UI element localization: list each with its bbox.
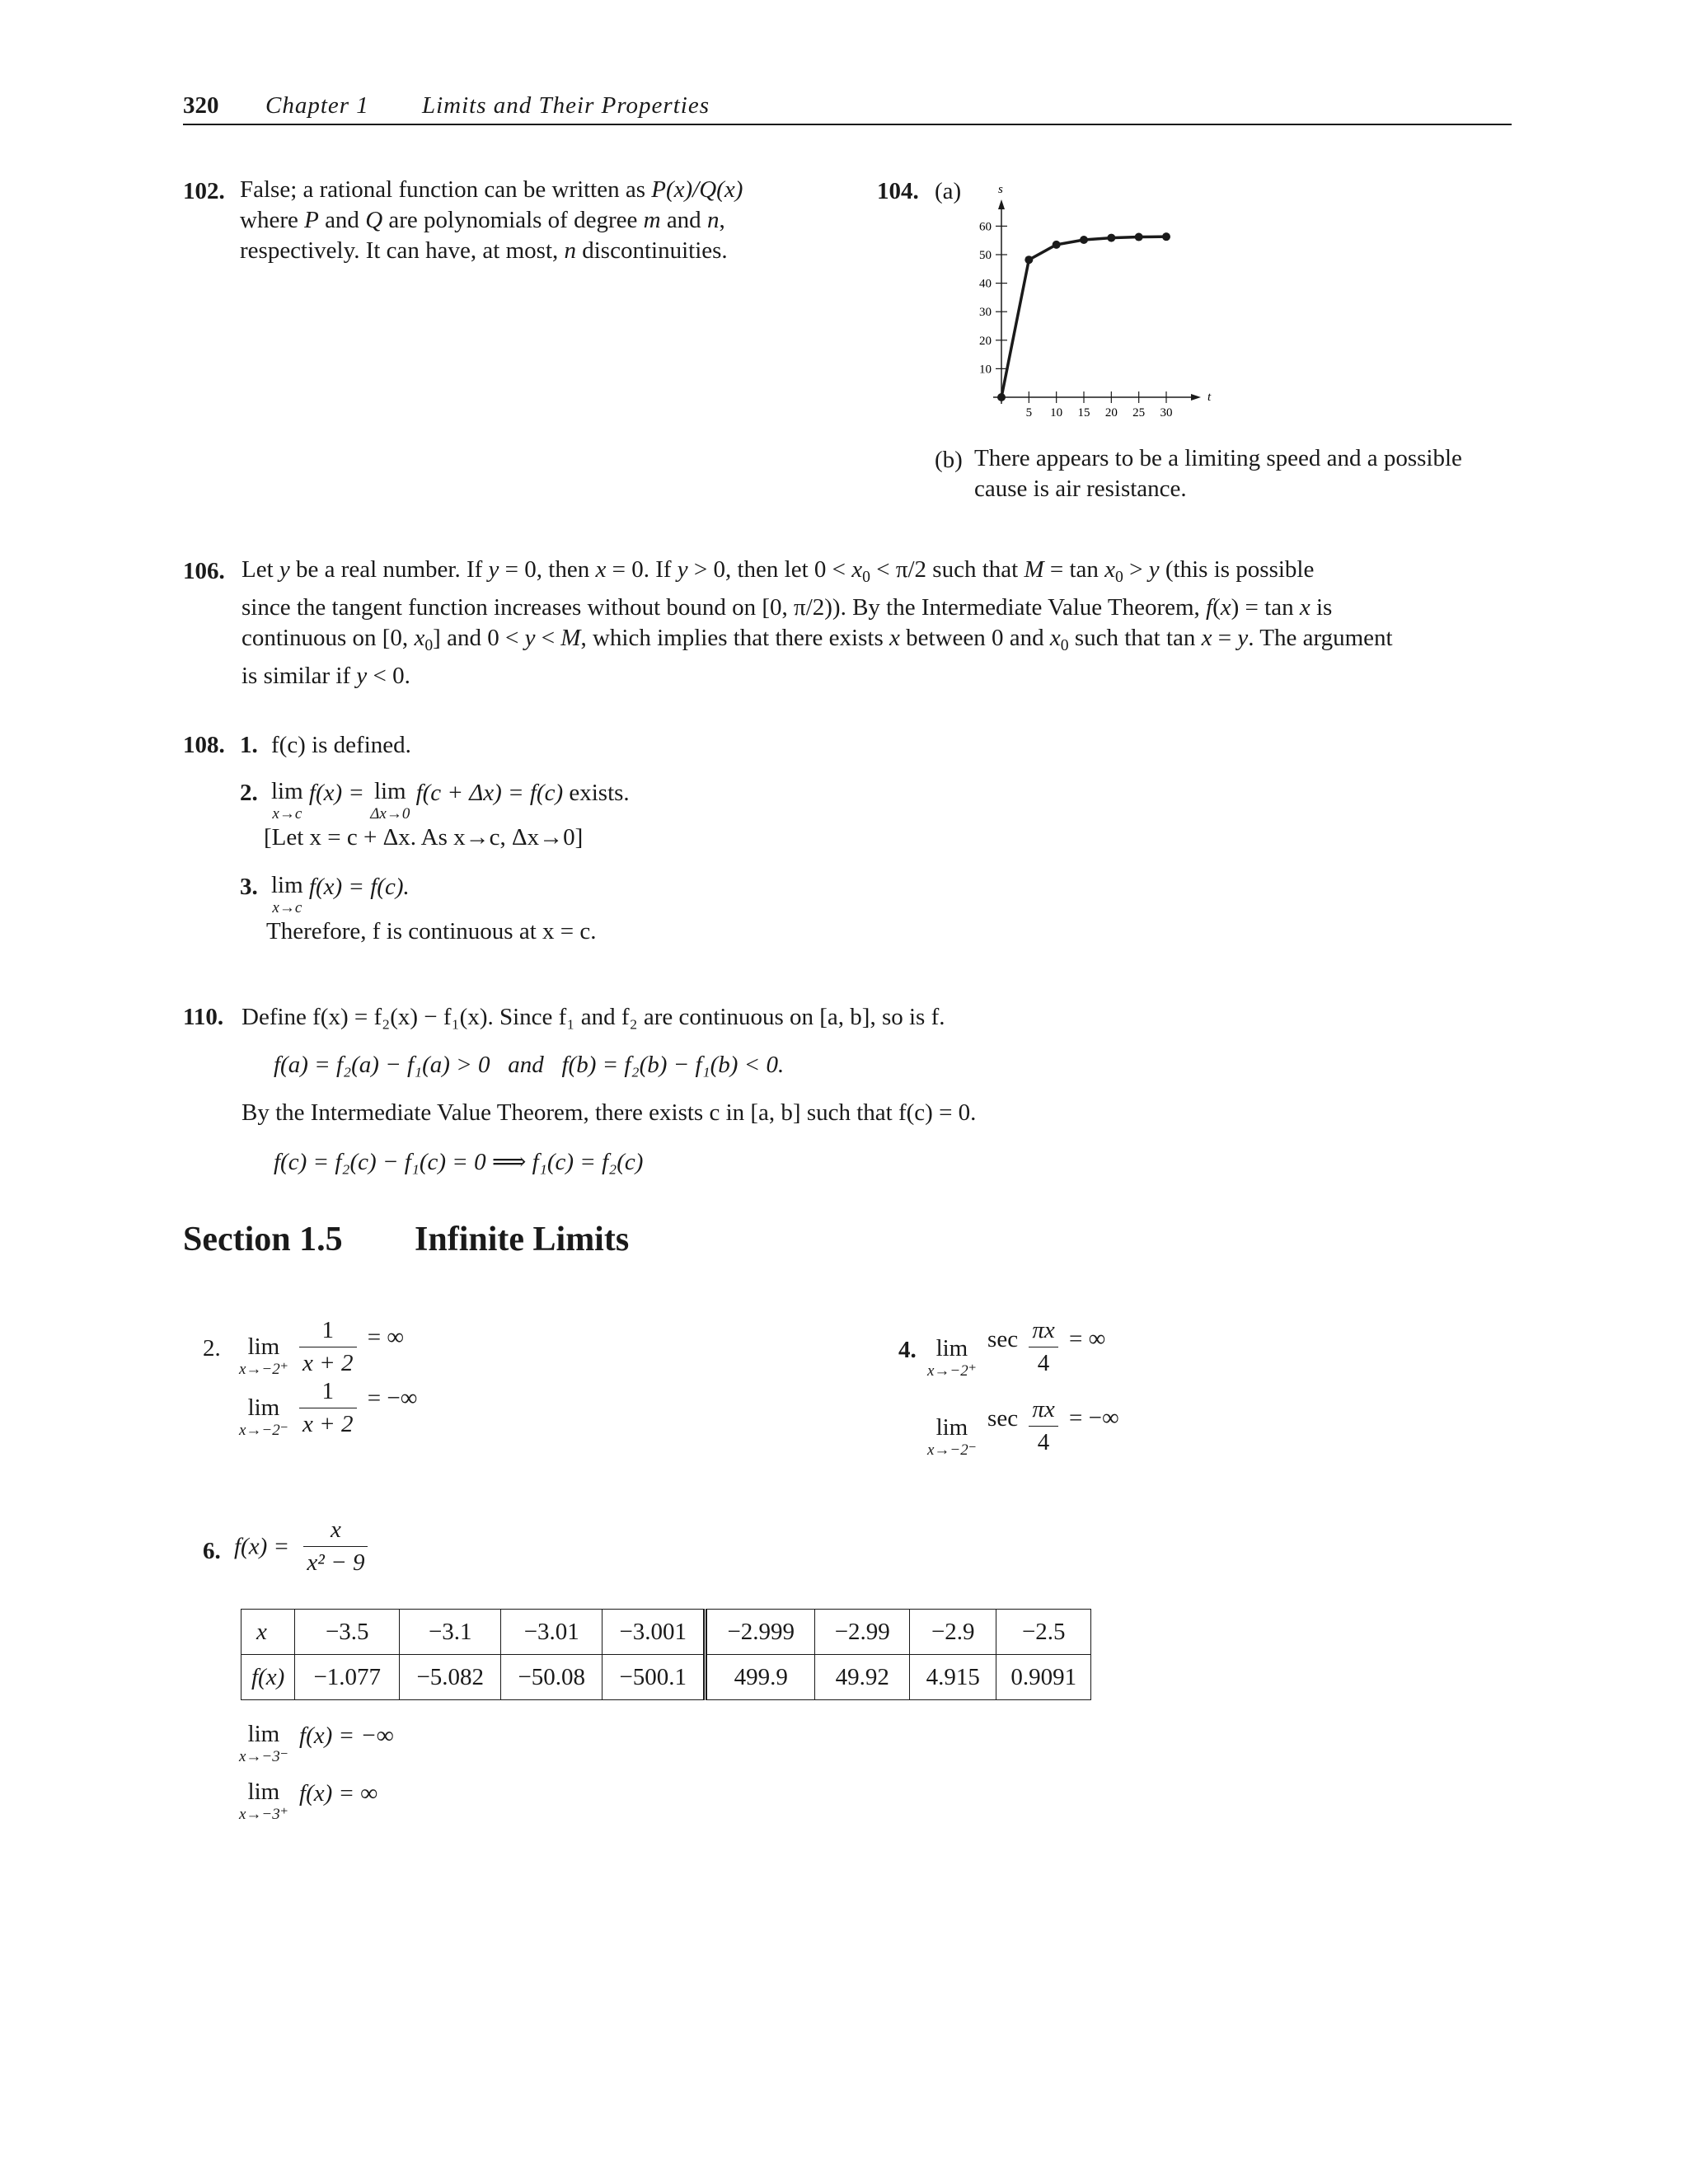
x-axis-arrow [1191, 394, 1201, 401]
x-tick-label: 30 [1160, 406, 1173, 419]
problem-106-segment: y [356, 662, 368, 689]
problem-110-line-1: Define f(x) = f₂(x) − f₁(x). Since f₁ and f₂ are continuous on [a, b], so is f. [241, 1004, 945, 1030]
problem-6-limit-left: lim x→−3⁻ f(x) = −∞ [239, 1721, 394, 1765]
data-point [1053, 241, 1061, 249]
problem-106-segment: ] and 0 < [433, 624, 525, 651]
problem-106-segment: between 0 and [899, 624, 1050, 651]
problem-2-limit-left: lim x→−2⁻ $\frac{1}{x + 2}$ = −∞ [239, 1378, 418, 1439]
step-1-number: 1. [240, 732, 258, 758]
problem-110-line-3: By the Intermediate Value Theorem, there exists c in [a, b] such that f(c) = 0. [241, 1099, 977, 1126]
problem-106-segment: 0 [1060, 635, 1069, 654]
table-row-fx [241, 1655, 1091, 1700]
problem-104-part-b: (b) [935, 447, 963, 473]
problem-106-segment: = [1212, 624, 1238, 651]
problem-106-segment: is similar if [241, 662, 357, 689]
x-tick-label: 5 [1025, 406, 1033, 419]
step-3-conclusion: Therefore, f is continuous at x = c. [266, 918, 597, 944]
chapter-label: Chapter 1 [265, 92, 369, 119]
problem-106-segment: ) = tan [1231, 593, 1300, 621]
table-header-fx: f(x) [241, 1655, 295, 1700]
section-title: Infinite Limits [415, 1221, 630, 1258]
table-cell: 0.9091 [996, 1655, 1091, 1700]
table-cell: −50.08 [501, 1655, 603, 1700]
problem-106-segment: since the tangent function increases without bound on [0, π/2)). By the Intermediate Value Theorem, [241, 593, 1207, 621]
problem-106-segment: y [488, 556, 499, 583]
problem-106-segment: y [279, 556, 290, 583]
header-rule [183, 124, 1512, 125]
problem-106-segment: < [535, 624, 561, 651]
problem-104-b-text: There appears to be a limiting speed and a possible cause is air resistance. [974, 445, 1462, 502]
problem-106-segment: x [851, 556, 863, 583]
problem-110-line-2: f(a) = f₂(a) − f₁(a) > 0 and f(b) = f₂(b) − f₁(b) < 0. [274, 1052, 785, 1078]
data-point [1162, 232, 1170, 241]
data-point [1107, 234, 1115, 242]
values-table-container [241, 1609, 1091, 1700]
table-row-x [241, 1610, 1091, 1655]
problem-106-segment: M [1024, 556, 1044, 583]
data-point [1135, 233, 1143, 241]
table-cell: 49.92 [815, 1655, 910, 1700]
problem-106-segment: such that tan [1068, 624, 1202, 651]
problem-102-text: False; a rational function can be written as P(x)/Q(x) where P and Q are polynomials of degree m and n, respectively. It can have, at most, n discontinuities. [240, 176, 743, 264]
speed-time-chart [956, 177, 1220, 424]
problem-106-segment: M [560, 624, 581, 651]
problem-106-segment: x [889, 624, 900, 651]
problem-106-segment: be a real number. If [289, 556, 489, 583]
problem-106-segment: > [1123, 556, 1149, 583]
problem-106-segment: < π/2 such that [870, 556, 1025, 583]
table-cell: −500.1 [603, 1655, 706, 1700]
y-tick-label: 10 [979, 363, 992, 377]
values-table [241, 1609, 1091, 1700]
chapter-title: Limits and Their Properties [422, 92, 710, 119]
table-header-x: x [241, 1610, 295, 1655]
problem-2-number: 2. [203, 1335, 221, 1361]
section-number: Section 1.5 [183, 1221, 343, 1258]
problem-106-segment: y [1237, 624, 1249, 651]
data-point [1080, 236, 1088, 244]
problem-106-segment: (this is possible [1159, 556, 1315, 583]
table-cell: −3.01 [501, 1610, 603, 1655]
problem-106-text [241, 555, 1527, 691]
y-tick-label: 20 [979, 334, 992, 348]
problem-106-segment: 0 [424, 635, 434, 654]
problem-2-limit-right: lim x→−2⁺ $\frac{1}{x + 2}$ = ∞ [239, 1317, 405, 1378]
y-tick-label: 30 [979, 306, 992, 320]
table-cell: −2.9 [910, 1610, 996, 1655]
problem-106-segment: = 0. If [606, 556, 678, 583]
problem-108-number: 108. [183, 732, 225, 758]
problem-102-number: 102. [183, 178, 225, 204]
table-cell: −3.001 [603, 1610, 706, 1655]
table-cell: −2.5 [996, 1610, 1091, 1655]
step-3-number: 3. [240, 874, 258, 900]
step-2-expression: lim x→c f(x) = lim Δx→0 f(c + Δx) = f(c) exists. [271, 778, 630, 823]
x-tick-label: 10 [1050, 406, 1063, 419]
problem-110-number: 110. [183, 1004, 224, 1030]
y-axis-arrow [998, 199, 1005, 209]
problem-106-segment: ( [1212, 593, 1221, 621]
step-1-text: f(c) is defined. [271, 732, 411, 758]
step-3-expression: lim x→c f(x) = f(c). [271, 872, 410, 916]
table-cell: 499.9 [706, 1655, 815, 1700]
y-tick-label: 40 [979, 277, 992, 291]
problem-6-function: f(x) = $\frac{x}{\text{x² − 9}}$ [234, 1516, 368, 1577]
problem-106-segment: x [1299, 593, 1311, 621]
problem-106-segment: y [677, 556, 688, 583]
problem-106-segment: x [595, 556, 607, 583]
table-cell: −2.99 [815, 1610, 910, 1655]
y-axis-label: s [998, 183, 1003, 196]
step-2-number: 2. [240, 780, 258, 806]
problem-106-segment: . The argument [1248, 624, 1393, 651]
data-point [1025, 255, 1033, 264]
problem-110-line-4: f(c) = f₂(c) − f₁(c) = 0 ⟹ f₁(c) = f₂(c) [274, 1149, 644, 1175]
problem-106-segment: x [414, 624, 425, 651]
x-tick-label: 15 [1077, 406, 1090, 419]
x-tick-label: 20 [1104, 406, 1118, 419]
problem-4-number: 4. [898, 1337, 917, 1363]
problem-106-segment: x [1220, 593, 1231, 621]
problem-106-segment: is [1310, 593, 1333, 621]
problem-106-segment: 0 [1115, 567, 1123, 586]
y-tick-label: 60 [979, 220, 992, 234]
step-2-note: [Let x = c + Δx. As x→c, Δx→0] [264, 824, 584, 851]
problem-106-segment: 0 [862, 567, 870, 586]
table-cell: −3.1 [400, 1610, 501, 1655]
problem-106-segment: x [1049, 624, 1061, 651]
x-axis-label: t [1207, 391, 1212, 404]
problem-4-limit-right: lim x→−2⁺ sec $\frac{\pi x}{4}$ = ∞ [927, 1317, 1106, 1380]
problem-106-segment: = 0, then [499, 556, 596, 583]
table-cell: 4.915 [910, 1655, 996, 1700]
table-cell: −3.5 [295, 1610, 400, 1655]
problem-106-segment: = tan [1043, 556, 1105, 583]
problem-104-part-a: (a) [935, 178, 962, 204]
problem-106-segment: x [1104, 556, 1116, 583]
problem-6-number: 6. [203, 1538, 221, 1564]
problem-106-segment: > 0, then let 0 < [687, 556, 852, 583]
problem-106-segment: < 0. [367, 662, 410, 689]
table-cell: −5.082 [400, 1655, 501, 1700]
table-cell: −2.999 [706, 1610, 815, 1655]
problem-106-segment: f [1206, 593, 1213, 621]
problem-104-number: 104. [877, 178, 919, 204]
problem-106-segment: continuous on [0, [241, 624, 415, 651]
problem-106-segment: Let [241, 556, 279, 583]
y-tick-label: 50 [979, 248, 992, 262]
problem-4-limit-left: lim x→−2⁻ sec $\frac{\pi x}{4}$ = −∞ [927, 1396, 1119, 1459]
problem-6-limit-right: lim x→−3⁺ f(x) = ∞ [239, 1779, 378, 1823]
page-number: 320 [183, 92, 219, 119]
data-point [997, 393, 1006, 401]
problem-106-segment: y [1148, 556, 1160, 583]
x-tick-label: 25 [1132, 406, 1146, 419]
problem-106-number: 106. [183, 558, 225, 584]
problem-106-segment: , which implies that there exists [580, 624, 889, 651]
table-cell: −1.077 [295, 1655, 400, 1700]
problem-106-segment: x [1201, 624, 1212, 651]
problem-106-segment: y [524, 624, 536, 651]
